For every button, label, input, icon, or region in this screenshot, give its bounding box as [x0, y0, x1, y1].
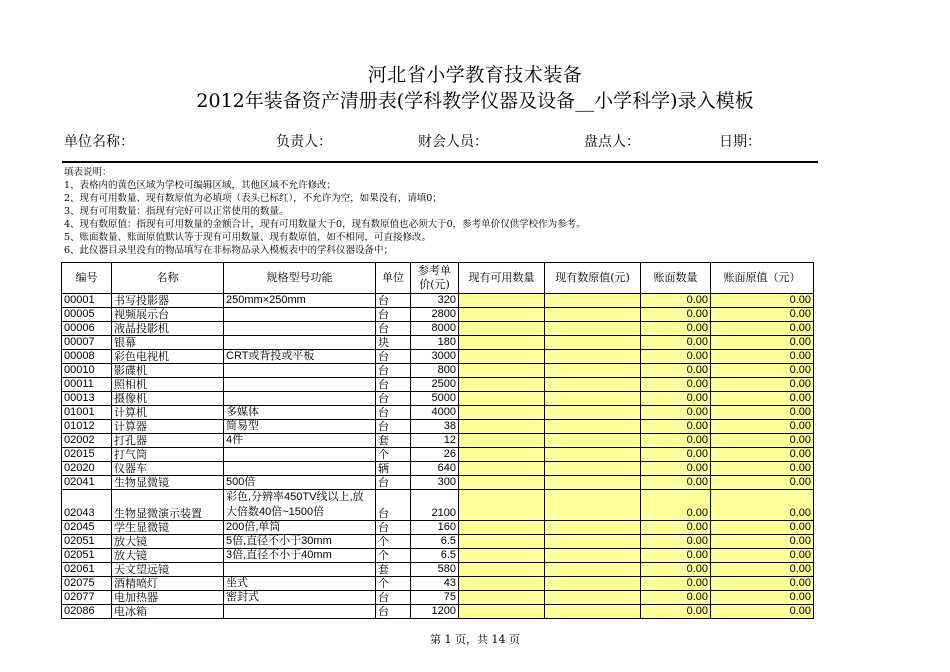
code-cell: 02020	[62, 462, 112, 476]
book-value-cell[interactable]: 0.00	[711, 490, 814, 521]
name-cell: 视频展示台	[112, 308, 224, 322]
unit-cell: 个	[376, 535, 411, 549]
book-qty-cell[interactable]: 0.00	[641, 462, 711, 476]
header-book-qty: 账面数量	[641, 263, 711, 294]
price-cell: 300	[411, 476, 459, 490]
price-cell: 1200	[411, 605, 459, 619]
available-qty-input[interactable]	[459, 549, 545, 563]
book-value-cell[interactable]: 0.00	[711, 392, 814, 406]
available-qty-input[interactable]	[459, 392, 545, 406]
unit-cell: 台	[376, 364, 411, 378]
book-qty-cell[interactable]: 0.00	[641, 549, 711, 563]
available-value-input[interactable]	[545, 364, 641, 378]
spec-cell: 250mm×250mm	[224, 294, 376, 308]
table-row	[62, 392, 814, 406]
available-value-input[interactable]	[545, 605, 641, 619]
unit-cell: 块	[376, 336, 411, 350]
name-cell: 液晶投影机	[112, 322, 224, 336]
header-book-value: 账面原值（元）	[711, 263, 814, 294]
available-qty-input[interactable]	[459, 535, 545, 549]
spec-cell	[224, 448, 376, 462]
code-cell: 02061	[62, 563, 112, 577]
accountant-label: 财会人员：	[418, 134, 488, 150]
code-cell: 00013	[62, 392, 112, 406]
available-value-input[interactable]	[545, 308, 641, 322]
book-value-cell[interactable]: 0.00	[711, 378, 814, 392]
available-value-input[interactable]	[545, 434, 641, 448]
unit-cell: 套	[376, 434, 411, 448]
unit-cell: 台	[376, 406, 411, 420]
spec-cell: CRT或背投或平板	[224, 350, 376, 364]
code-cell: 00005	[62, 308, 112, 322]
unit-cell: 台	[376, 591, 411, 605]
code-cell: 02077	[62, 591, 112, 605]
price-cell: 2800	[411, 308, 459, 322]
unit-cell: 辆	[376, 462, 411, 476]
table-row	[62, 490, 814, 521]
name-cell: 摄像机	[112, 392, 224, 406]
code-cell: 02041	[62, 476, 112, 490]
available-qty-input[interactable]	[459, 448, 545, 462]
book-value-cell[interactable]: 0.00	[711, 535, 814, 549]
price-cell: 75	[411, 591, 459, 605]
unit-cell: 台	[376, 420, 411, 434]
table-row	[62, 605, 814, 619]
available-qty-input[interactable]	[459, 420, 545, 434]
price-cell: 800	[411, 364, 459, 378]
book-value-cell[interactable]: 0.00	[711, 476, 814, 490]
book-value-cell[interactable]: 0.00	[711, 462, 814, 476]
book-qty-cell[interactable]: 0.00	[641, 448, 711, 462]
available-value-input[interactable]	[545, 406, 641, 420]
book-value-cell[interactable]: 0.00	[711, 434, 814, 448]
book-qty-cell[interactable]: 0.00	[641, 322, 711, 336]
book-value-cell[interactable]: 0.00	[711, 322, 814, 336]
table-row	[62, 350, 814, 364]
table-row	[62, 448, 814, 462]
code-cell: 00001	[62, 294, 112, 308]
book-value-cell[interactable]: 0.00	[711, 350, 814, 364]
code-cell: 02051	[62, 535, 112, 549]
name-cell: 电加热器	[112, 591, 224, 605]
table-row	[62, 336, 814, 350]
price-cell: 2100	[411, 490, 459, 521]
name-cell: 照相机	[112, 378, 224, 392]
spec-cell: 5倍,直径不小于30mm	[224, 535, 376, 549]
code-cell: 00006	[62, 322, 112, 336]
available-value-input[interactable]	[545, 535, 641, 549]
name-cell: 学生显微镜	[112, 521, 224, 535]
header-spec: 规格型号功能	[224, 263, 376, 294]
available-value-input[interactable]	[545, 294, 641, 308]
spec-cell	[224, 378, 376, 392]
available-qty-input[interactable]	[459, 563, 545, 577]
book-qty-cell[interactable]: 0.00	[641, 294, 711, 308]
book-value-cell[interactable]: 0.00	[711, 549, 814, 563]
unit-cell: 套	[376, 563, 411, 577]
name-cell: 打孔器	[112, 434, 224, 448]
price-cell: 6.5	[411, 549, 459, 563]
spec-cell: 3倍,直径不小于40mm	[224, 549, 376, 563]
instruction-line: 4、现有数原值：指现有可用数量的金额合计，现有可用数量大于0，现有数原值也必须大于0，参考单价仅供学校作为参考。	[64, 219, 586, 230]
name-cell: 打气筒	[112, 448, 224, 462]
table-row	[62, 535, 814, 549]
available-qty-input[interactable]	[459, 322, 545, 336]
table-row	[62, 563, 814, 577]
code-cell: 00010	[62, 364, 112, 378]
instruction-line: 2、现有可用数量、现有数原值为必填项（表头已标红），不允许为空，如果没有，请填0；	[64, 193, 442, 204]
book-value-cell[interactable]: 0.00	[711, 521, 814, 535]
name-cell: 放大镜	[112, 535, 224, 549]
code-cell: 00011	[62, 378, 112, 392]
book-qty-cell[interactable]: 0.00	[641, 420, 711, 434]
price-cell: 4000	[411, 406, 459, 420]
code-cell: 02075	[62, 577, 112, 591]
code-cell: 02045	[62, 521, 112, 535]
price-cell: 43	[411, 577, 459, 591]
available-value-input[interactable]	[545, 462, 641, 476]
unit-cell: 台	[376, 308, 411, 322]
name-cell: 生物显微镜	[112, 476, 224, 490]
book-value-cell[interactable]: 0.00	[711, 420, 814, 434]
unit-cell: 台	[376, 521, 411, 535]
spec-cell	[224, 392, 376, 406]
name-cell: 生物显微演示装置	[112, 490, 224, 521]
header-available-value: 现有数原值(元)	[545, 263, 641, 294]
available-qty-input[interactable]	[459, 406, 545, 420]
table-row	[62, 591, 814, 605]
name-cell: 书写投影器	[112, 294, 224, 308]
available-value-input[interactable]	[545, 549, 641, 563]
book-qty-cell[interactable]: 0.00	[641, 378, 711, 392]
spec-cell	[224, 605, 376, 619]
code-cell: 02051	[62, 549, 112, 563]
price-cell: 26	[411, 448, 459, 462]
price-cell: 6.5	[411, 535, 459, 549]
table-row	[62, 434, 814, 448]
header-unit: 单位	[376, 263, 411, 294]
available-value-input[interactable]	[545, 336, 641, 350]
book-qty-cell[interactable]: 0.00	[641, 350, 711, 364]
name-cell: 天文望远镜	[112, 563, 224, 577]
available-qty-input[interactable]	[459, 434, 545, 448]
available-value-input[interactable]	[545, 322, 641, 336]
book-value-cell[interactable]: 0.00	[711, 308, 814, 322]
name-cell: 银幕	[112, 336, 224, 350]
available-value-input[interactable]	[545, 420, 641, 434]
code-cell: 00007	[62, 336, 112, 350]
table-row	[62, 364, 814, 378]
available-value-input[interactable]	[545, 591, 641, 605]
instruction-line: 6、此仪器目录里没有的物品填写在非标物品录入模板表中的学科仪器设备中；	[64, 245, 394, 256]
unit-cell: 个	[376, 577, 411, 591]
book-qty-cell[interactable]: 0.00	[641, 563, 711, 577]
book-qty-cell[interactable]: 0.00	[641, 577, 711, 591]
available-value-input[interactable]	[545, 521, 641, 535]
table-row	[62, 378, 814, 392]
unit-cell: 台	[376, 392, 411, 406]
instruction-line: 5、账面数量、账面原值默认等于现有可用数量、现有数原值，如不相同，可直接修改。	[64, 232, 432, 243]
asset-table	[61, 262, 814, 619]
available-value-input[interactable]	[545, 476, 641, 490]
unit-cell: 个	[376, 549, 411, 563]
code-cell: 00008	[62, 350, 112, 364]
name-cell: 仪器车	[112, 462, 224, 476]
page-subtitle: 2012年装备资产清册表(学科教学仪器及设备__小学科学)录入模板	[196, 90, 754, 112]
table-row	[62, 521, 814, 535]
book-value-cell[interactable]: 0.00	[711, 336, 814, 350]
page-footer: 第 1 页，共 14 页	[430, 633, 520, 646]
spec-cell: 多媒体	[224, 406, 376, 420]
code-cell: 02002	[62, 434, 112, 448]
book-value-cell[interactable]: 0.00	[711, 577, 814, 591]
available-qty-input[interactable]	[459, 336, 545, 350]
header-price: 参考单价(元)	[411, 263, 459, 294]
spec-cell	[224, 322, 376, 336]
spec-cell	[224, 364, 376, 378]
code-cell: 02043	[62, 490, 112, 521]
spec-cell	[224, 336, 376, 350]
spec-cell: 密封式	[224, 591, 376, 605]
price-cell: 3000	[411, 350, 459, 364]
available-value-input[interactable]	[545, 563, 641, 577]
price-cell: 580	[411, 563, 459, 577]
spec-cell: 坐式	[224, 577, 376, 591]
price-cell: 5000	[411, 392, 459, 406]
spec-cell: 4件	[224, 434, 376, 448]
code-cell: 01001	[62, 406, 112, 420]
code-cell: 02015	[62, 448, 112, 462]
available-qty-input[interactable]	[459, 577, 545, 591]
table-row	[62, 462, 814, 476]
unit-cell: 台	[376, 378, 411, 392]
checker-label: 盘点人：	[584, 134, 640, 150]
instruction-line: 1、表格内的黄色区域为学校可编辑区域，其他区域不允许修改；	[64, 180, 337, 191]
table-row	[62, 322, 814, 336]
spec-cell	[224, 308, 376, 322]
header-name: 名称	[112, 263, 224, 294]
book-qty-cell[interactable]: 0.00	[641, 605, 711, 619]
book-value-cell[interactable]: 0.00	[711, 294, 814, 308]
book-qty-cell[interactable]: 0.00	[641, 521, 711, 535]
unit-cell: 台	[376, 294, 411, 308]
spec-cell: 彩色,分辨率450TV线以上,放大倍数40倍~1500倍	[224, 490, 376, 521]
book-value-cell[interactable]: 0.00	[711, 448, 814, 462]
price-cell: 2500	[411, 378, 459, 392]
available-value-input[interactable]	[545, 448, 641, 462]
spec-cell	[224, 462, 376, 476]
unit-cell: 台	[376, 490, 411, 521]
spec-cell: 500倍	[224, 476, 376, 490]
name-cell: 放大镜	[112, 549, 224, 563]
spec-cell: 简易型	[224, 420, 376, 434]
name-cell: 彩色电视机	[112, 350, 224, 364]
name-cell: 计算机	[112, 406, 224, 420]
instruction-line: 3、现有可用数量：指现有完好可以正常使用的数量。	[64, 206, 289, 217]
book-value-cell[interactable]: 0.00	[711, 605, 814, 619]
header-code: 编号	[62, 263, 112, 294]
table-row	[62, 577, 814, 591]
price-cell: 180	[411, 336, 459, 350]
unit-cell: 台	[376, 350, 411, 364]
available-qty-input[interactable]	[459, 350, 545, 364]
price-cell: 320	[411, 294, 459, 308]
available-qty-input[interactable]	[459, 308, 545, 322]
available-qty-input[interactable]	[459, 591, 545, 605]
code-cell: 02086	[62, 605, 112, 619]
unit-cell: 个	[376, 448, 411, 462]
table-row	[62, 476, 814, 490]
table-header-row	[62, 263, 814, 294]
book-qty-cell[interactable]: 0.00	[641, 364, 711, 378]
book-qty-cell[interactable]: 0.00	[641, 336, 711, 350]
table-row	[62, 308, 814, 322]
unit-name-label: 单位名称：	[64, 134, 134, 150]
date-label: 日期：	[719, 134, 761, 150]
book-value-cell[interactable]: 0.00	[711, 364, 814, 378]
price-cell: 12	[411, 434, 459, 448]
available-qty-input[interactable]	[459, 294, 545, 308]
available-value-input[interactable]	[545, 350, 641, 364]
name-cell: 影碟机	[112, 364, 224, 378]
manager-label: 负责人：	[276, 134, 332, 150]
name-cell: 酒精喷灯	[112, 577, 224, 591]
available-qty-input[interactable]	[459, 605, 545, 619]
price-cell: 160	[411, 521, 459, 535]
table-row	[62, 420, 814, 434]
available-value-input[interactable]	[545, 392, 641, 406]
book-qty-cell[interactable]: 0.00	[641, 434, 711, 448]
available-value-input[interactable]	[545, 577, 641, 591]
unit-cell: 台	[376, 322, 411, 336]
available-qty-input[interactable]	[459, 364, 545, 378]
header-available-qty: 现有可用数量	[459, 263, 545, 294]
name-cell: 电冰箱	[112, 605, 224, 619]
book-value-cell[interactable]: 0.00	[711, 591, 814, 605]
book-value-cell[interactable]: 0.00	[711, 406, 814, 420]
table-row	[62, 549, 814, 563]
book-qty-cell[interactable]: 0.00	[641, 308, 711, 322]
book-value-cell[interactable]: 0.00	[711, 563, 814, 577]
instructions	[64, 166, 814, 258]
available-qty-input[interactable]	[459, 462, 545, 476]
price-cell: 38	[411, 420, 459, 434]
book-qty-cell[interactable]: 0.00	[641, 535, 711, 549]
book-qty-cell[interactable]: 0.00	[641, 476, 711, 490]
price-cell: 640	[411, 462, 459, 476]
available-qty-input[interactable]	[459, 490, 545, 521]
unit-cell: 台	[376, 476, 411, 490]
page-title: 河北省小学教育技术装备	[367, 64, 583, 86]
code-cell: 01012	[62, 420, 112, 434]
available-value-input[interactable]	[545, 490, 641, 521]
header-divider	[62, 161, 818, 163]
book-qty-cell[interactable]: 0.00	[641, 490, 711, 521]
spec-cell: 200倍,单筒	[224, 521, 376, 535]
price-cell: 8000	[411, 322, 459, 336]
table-row	[62, 406, 814, 420]
available-qty-input[interactable]	[459, 378, 545, 392]
unit-cell: 台	[376, 605, 411, 619]
book-qty-cell[interactable]: 0.00	[641, 591, 711, 605]
table-row	[62, 294, 814, 308]
spec-cell	[224, 563, 376, 577]
book-qty-cell[interactable]: 0.00	[641, 406, 711, 420]
available-qty-input[interactable]	[459, 476, 545, 490]
name-cell: 计算器	[112, 420, 224, 434]
instruction-line: 填表说明：	[64, 167, 112, 178]
available-qty-input[interactable]	[459, 521, 545, 535]
available-value-input[interactable]	[545, 378, 641, 392]
book-qty-cell[interactable]: 0.00	[641, 392, 711, 406]
